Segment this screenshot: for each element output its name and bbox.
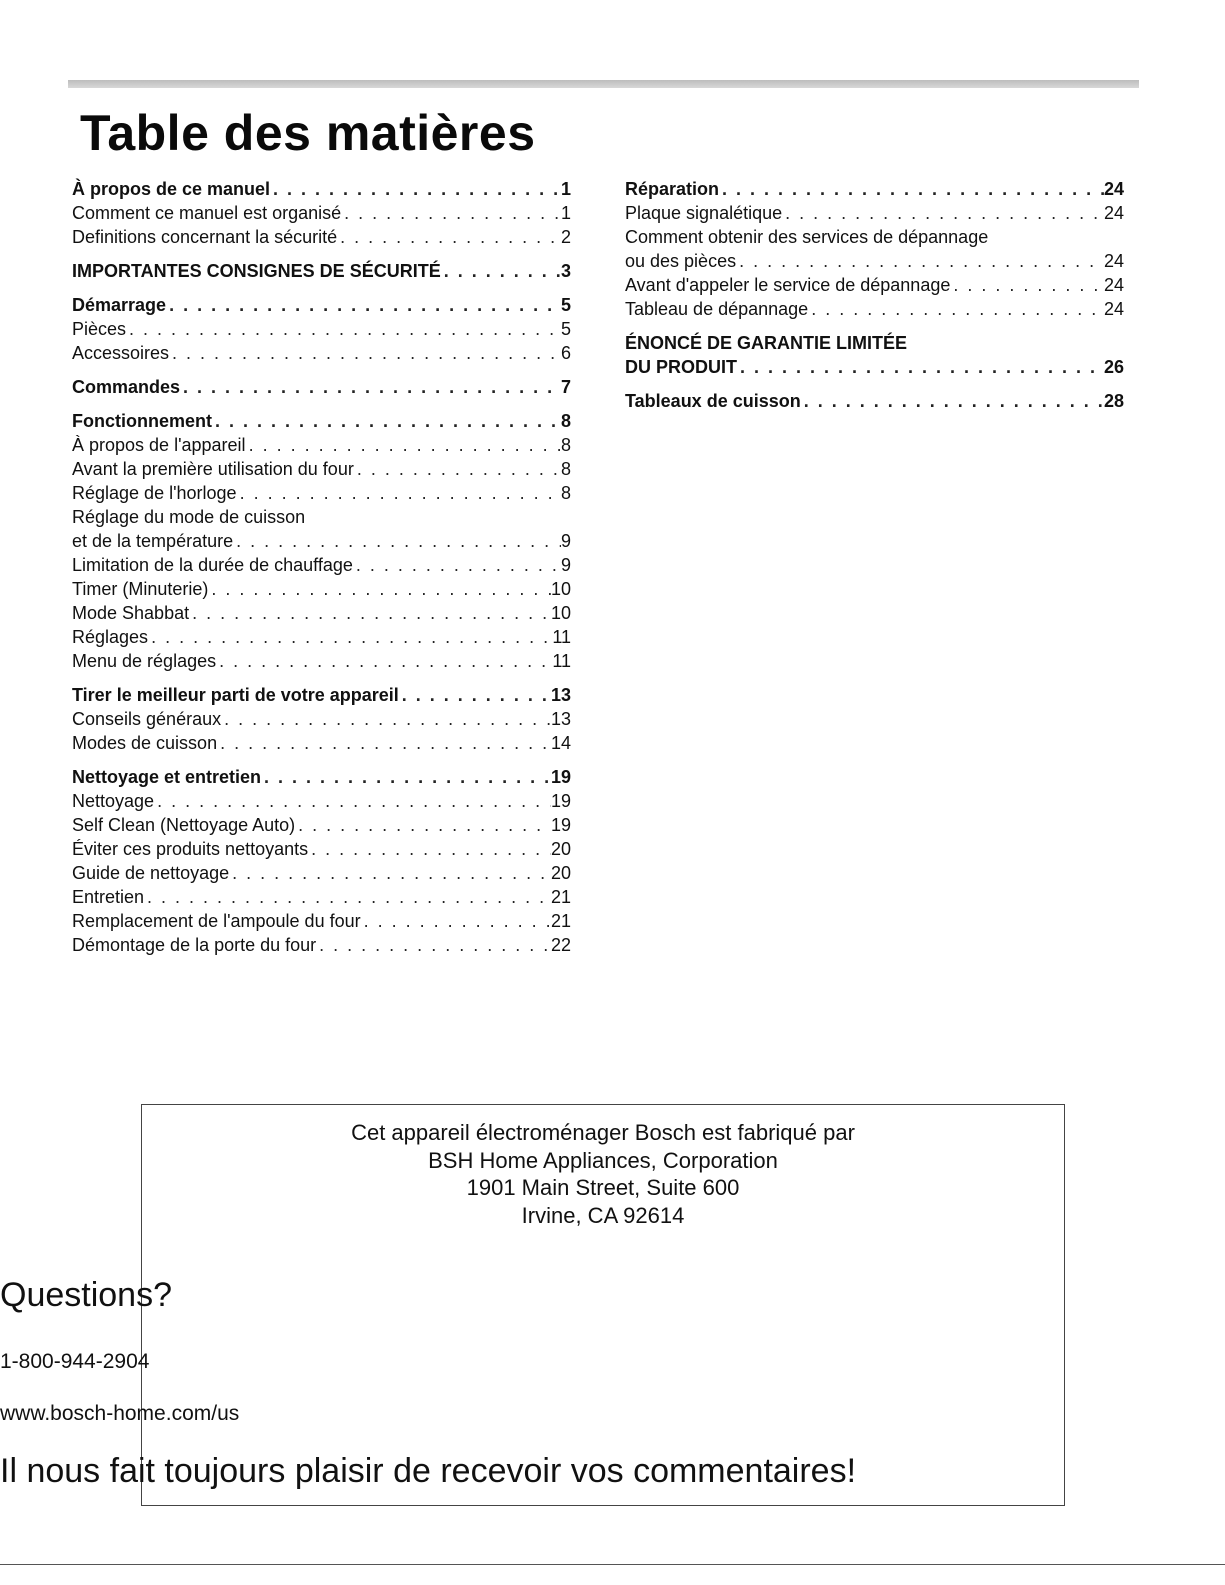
toc-entry-title: IMPORTANTES CONSIGNES DE SÉCURITÉ [72,261,441,281]
toc-leader [166,293,561,317]
page-title: Table des matières [80,105,536,161]
toc-entry[interactable] [72,433,571,457]
toc-leader [782,201,1104,225]
toc-entry-page: 10 [550,603,571,623]
toc-entry-title: Mode Shabbat [72,603,190,623]
toc-entry-title: Menu de réglages [72,651,217,671]
toc-entry[interactable] [72,375,571,399]
toc-leader [441,259,561,283]
toc-entry-continued[interactable]: Réglage du mode de cuisson [72,507,306,527]
toc-entry[interactable] [72,789,571,813]
toc-entry-title: Avant d'appeler le service de dépannage [625,275,951,295]
toc-entry-page: 24 [1103,251,1124,271]
toc-entry[interactable] [72,529,571,553]
toc-entry-title: ou des pièces [625,251,737,271]
toc-entry[interactable] [625,273,1124,297]
toc-entry-page: 8 [560,435,571,455]
toc-entry-page: 8 [560,483,571,503]
toc-entry-title: Plaque signalétique [625,203,783,223]
toc-leader [233,529,561,553]
manufacturer-street: 1901 Main Street, Suite 600 [466,1175,740,1200]
toc-entry[interactable] [72,457,571,481]
toc-entry-continued[interactable]: ÉNONCÉ DE GARANTIE LIMITÉE [625,333,908,353]
toc-entry-title: Réparation [625,179,720,199]
toc-leader [212,409,561,433]
toc-entry[interactable] [72,577,571,601]
toc-leader [261,765,551,789]
toc-leader [148,625,552,649]
toc-entry-title: Tirer le meilleur parti de votre appareil [72,685,399,705]
toc-leader [950,273,1104,297]
toc-entry-title: À propos de ce manuel [72,179,271,199]
toc-leader [221,707,551,731]
toc-entry[interactable] [72,553,571,577]
top-rule [68,80,1139,88]
toc-entry-page: 24 [1103,299,1124,319]
toc-leader [169,341,561,365]
toc-entry-title: Nettoyage [72,791,155,811]
toc-entry-title: Guide de nettoyage [72,863,230,883]
toc-entry-page: 9 [560,531,571,551]
toc-leader [229,861,551,885]
toc-entry[interactable] [625,297,1124,321]
toc-leader [801,389,1104,413]
toc-leader [736,249,1104,273]
toc-entry-page: 5 [560,319,571,339]
toc-entry-title: et de la température [72,531,234,551]
toc-leader [246,433,561,457]
toc-entry[interactable] [72,177,571,201]
manufacturer-city: Irvine, CA 92614 [521,1202,685,1228]
toc-entry-page: 1 [560,203,571,223]
toc-entry-page: 22 [550,935,571,955]
toc-entry-page: 19 [550,815,571,835]
toc-leader [341,201,561,225]
toc-entry-page: 21 [550,887,571,907]
toc-leader [316,933,551,957]
toc-leader [737,355,1104,379]
toc-leader [208,577,551,601]
toc-leader [295,813,551,837]
toc-entry-title: Remplacement de l'ampoule du four [72,911,361,931]
toc-entry-page: 7 [560,377,571,397]
toc-entry-page: 21 [550,911,571,931]
toc-entry-title: Timer (Minuterie) [72,579,209,599]
toc-leader [154,789,551,813]
toc-leader [399,683,551,707]
toc-entry-page: 8 [560,411,571,431]
toc-entry-title: Definitions concernant la sécurité [72,227,338,247]
toc-entry-title: DU PRODUIT [625,357,737,377]
toc-entry-page: 6 [560,343,571,363]
toc-leader [361,909,551,933]
toc-leader [808,297,1104,321]
toc-entry-title: À propos de l'appareil [72,435,246,455]
toc-entry-title: Pièces [72,319,127,339]
toc-entry-title: Accessoires [72,343,170,363]
toc-entry-page: 19 [550,767,571,787]
toc-leader [189,601,551,625]
toc-entry-page: 28 [1103,391,1124,411]
questions-heading: Questions? [0,1276,172,1314]
toc-entry-title: Démarrage [72,295,167,315]
toc-entry-title: Réglages [72,627,149,647]
toc-entry[interactable] [72,225,571,249]
toc-entry[interactable] [72,293,571,317]
toc-leader [144,885,551,909]
toc-entry-page: 14 [550,733,571,753]
toc-entry-page: 8 [560,459,571,479]
website-link[interactable]: www.bosch-home.com/us [0,1402,240,1425]
toc-entry-page: 3 [560,261,571,281]
toc-entry-page: 24 [1103,203,1124,223]
toc-entry-continued[interactable]: Comment obtenir des services de dépannage [625,227,989,247]
bottom-rule [0,1564,1225,1565]
toc-entry[interactable] [72,259,571,283]
toc-leader [216,649,552,673]
toc-entry[interactable] [72,837,571,861]
toc-left-column [72,177,571,957]
toc-entry[interactable] [625,249,1124,273]
toc-entry-title: Tableau de dépannage [625,299,809,319]
toc-entry-page: 24 [1103,179,1124,199]
toc-leader [237,481,561,505]
toc-leader [180,375,561,399]
toc-entry-title: Tableaux de cuisson [625,391,801,411]
toc-entry-title: Commandes [72,377,181,397]
toc-entry-title: Avant la première utilisation du four [72,459,354,479]
toc-entry[interactable] [72,481,571,505]
toc-entry-page: 24 [1103,275,1124,295]
feedback-tagline: Il nous fait toujours plaisir de recevoir vos commentaires! [0,1452,857,1490]
manufacturer-name: BSH Home Appliances, Corporation [428,1147,778,1173]
toc-entry[interactable] [72,409,571,433]
toc-entry-title: Comment ce manuel est organisé [72,203,342,223]
toc-leader [126,317,561,341]
toc-entry-title: Modes de cuisson [72,733,218,753]
toc-entry-page: 11 [552,651,571,671]
toc-entry[interactable] [72,201,571,225]
toc-entry[interactable] [625,201,1124,225]
toc-entry-page: 5 [560,295,571,315]
toc-entry-page: 1 [560,179,571,199]
toc-entry-title: Nettoyage et entretien [72,767,262,787]
toc-entry-page: 26 [1103,357,1124,377]
toc-entry[interactable] [72,683,571,707]
toc-entry-title: Éviter ces produits nettoyants [72,839,309,859]
toc-entry-page: 13 [550,685,571,705]
toc-entry[interactable] [72,649,571,673]
toc-entry[interactable] [625,177,1124,201]
toc-entry-title: Réglage de l'horloge [72,483,237,503]
toc-entry[interactable] [625,389,1124,413]
toc-entry-title: Self Clean (Nettoyage Auto) [72,815,296,835]
toc-entry-page: 19 [550,791,571,811]
toc-entry[interactable] [72,885,571,909]
phone-number[interactable]: 1-800-944-2904 [0,1350,150,1373]
toc-entry-title: Fonctionnement [72,411,212,431]
toc-entry[interactable] [72,909,571,933]
toc-leader [719,177,1104,201]
toc-entry[interactable] [72,731,571,755]
toc-entry-page: 13 [550,709,571,729]
toc-entry[interactable] [72,861,571,885]
toc-entry-title: Entretien [72,887,145,907]
toc-entry-page: 20 [550,863,571,883]
manufacturer-info [142,1119,1064,1229]
toc-leader [217,731,551,755]
toc-right-column [625,177,1124,413]
toc-entry[interactable] [72,341,571,365]
toc-leader [354,457,561,481]
toc-entry-title: Conseils généraux [72,709,222,729]
toc-entry-title: Démontage de la porte du four [72,935,317,955]
toc-entry-page: 20 [550,839,571,859]
toc-entry-page: 11 [552,627,571,647]
toc-leader [308,837,551,861]
toc-entry-page: 10 [550,579,571,599]
manufacturer-line: Cet appareil électroménager Bosch est fabriqué par [351,1120,855,1145]
toc-entry[interactable] [72,601,571,625]
toc-entry-page: 9 [560,555,571,575]
toc-entry[interactable] [72,765,571,789]
toc-entry[interactable] [72,707,571,731]
toc-leader [353,553,561,577]
toc-entry-page: 2 [560,227,571,247]
toc-entry[interactable] [625,355,1124,379]
toc-leader [270,177,561,201]
toc-entry[interactable] [72,813,571,837]
toc-entry[interactable] [72,317,571,341]
toc-entry[interactable] [72,625,571,649]
toc-entry-title: Limitation de la durée de chauffage [72,555,353,575]
toc-entry[interactable] [72,933,571,957]
toc-leader [337,225,561,249]
